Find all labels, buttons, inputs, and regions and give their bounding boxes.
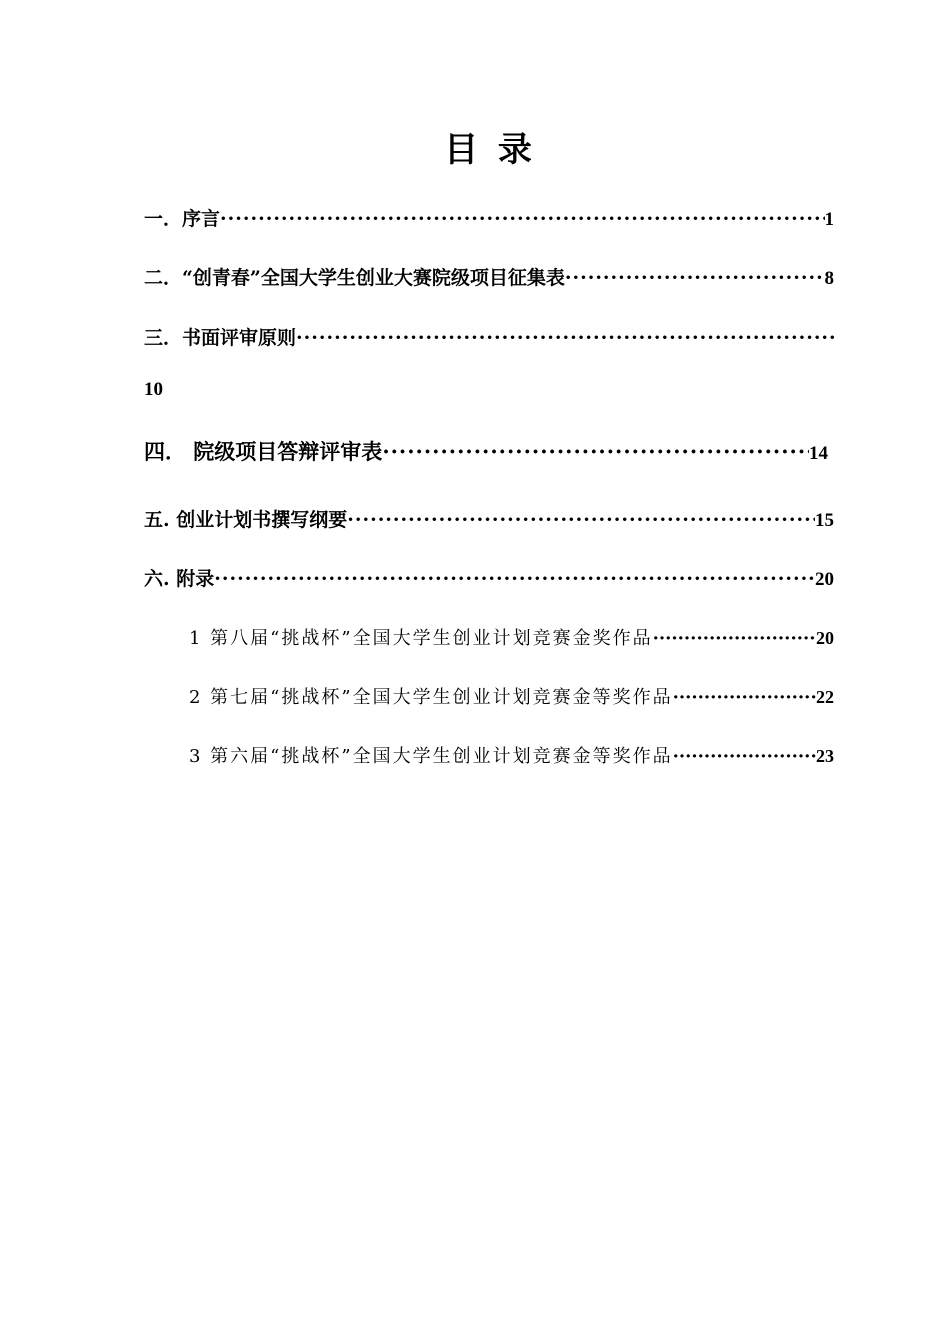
toc-entry-page: 20 xyxy=(816,628,834,648)
dot-leader xyxy=(220,205,824,233)
toc-entry-label: 3 第六届“挑战杯”全国大学生创业计划竞赛金等奖作品 xyxy=(189,746,673,767)
dot-leader xyxy=(565,264,825,292)
toc-entry-plan-outline[interactable] xyxy=(144,506,834,535)
toc-entry-page: 22 xyxy=(816,687,834,707)
toc-entry-page: 14 xyxy=(809,443,828,464)
toc-subentry-7th[interactable] xyxy=(189,683,834,712)
toc-entry-page: 15 xyxy=(815,510,834,531)
toc-entry-preface[interactable] xyxy=(144,205,834,234)
toc-entry-label: 六. 附录 xyxy=(144,568,215,590)
toc-entry-collection-form[interactable] xyxy=(144,264,834,293)
dot-leader xyxy=(673,743,816,771)
dot-leader xyxy=(653,625,816,653)
toc-entry-page: 1 xyxy=(824,209,834,230)
toc-entry-page: 10 xyxy=(144,379,163,400)
toc-entry-label: 2 第七届“挑战杯”全国大学生创业计划竞赛金等奖作品 xyxy=(189,687,673,708)
toc-entry-page: 23 xyxy=(816,746,834,766)
toc-entry-label: 二．“创青春”全国大学生创业大赛院级项目征集表 xyxy=(144,267,565,289)
toc-entry-page: 8 xyxy=(824,268,834,289)
toc-subentry-8th[interactable] xyxy=(189,624,834,653)
dot-leader xyxy=(296,324,834,352)
toc-entry-page: 20 xyxy=(815,569,834,590)
dot-leader xyxy=(382,438,809,466)
toc-entry-review-principles[interactable] xyxy=(144,324,834,352)
toc-entry-appendix[interactable] xyxy=(144,565,834,594)
toc-entry-defense-review[interactable] xyxy=(144,438,828,468)
toc-subentry-6th[interactable] xyxy=(189,742,834,771)
dot-leader xyxy=(673,684,816,712)
toc-entry-label: 五. 创业计划书撰写纲要 xyxy=(144,509,348,531)
dot-leader xyxy=(347,506,815,534)
toc-entry-label: 一．序言 xyxy=(144,208,221,230)
toc-entry-label: 三．书面评审原则 xyxy=(144,327,297,349)
page-title: 目 录 xyxy=(444,130,536,170)
toc-entry-label: 四． 院级项目答辩评审表 xyxy=(144,439,383,464)
dot-leader xyxy=(214,565,815,593)
toc-entry-label: 1 第八届“挑战杯”全国大学生创业计划竞赛金奖作品 xyxy=(189,628,653,649)
